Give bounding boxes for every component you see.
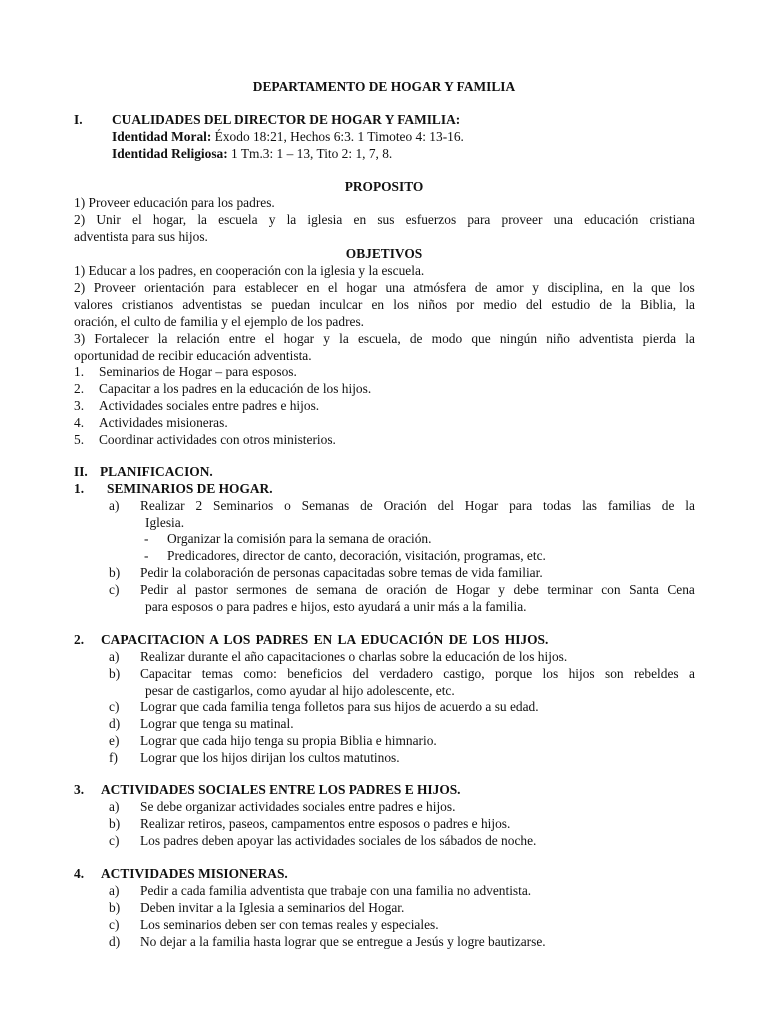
word: hogar (346, 280, 377, 295)
sociales-item: Los padres deben apoyar las actividades sociales de los sábados de noche. (140, 833, 537, 848)
proposito-line-2a (74, 211, 695, 228)
item-letter: c) (109, 833, 120, 848)
sociales-item: Se debe organizar actividades sociales entre padres e hijos. (140, 799, 456, 814)
word: 2) (74, 212, 86, 227)
item-letter: c) (109, 699, 120, 714)
item-letter: b) (109, 666, 121, 681)
word: para (509, 498, 533, 513)
word: disciplina, (547, 280, 603, 295)
word: sus (377, 212, 395, 227)
objetivos-line-2b (74, 296, 695, 313)
word: la (286, 212, 297, 227)
word: son (605, 666, 624, 681)
word: del (526, 297, 543, 312)
dash-bullet: - (144, 531, 149, 546)
word: la (157, 331, 168, 346)
word: semana (316, 582, 357, 597)
word: 3) (74, 331, 86, 346)
word: del (352, 666, 369, 681)
item-letter: d) (109, 934, 121, 949)
word: y (498, 582, 505, 597)
word: como: (243, 666, 277, 681)
item-letter: a) (109, 498, 120, 513)
word: para (467, 212, 491, 227)
objetivo-item-number: 5. (74, 432, 85, 447)
word: o (284, 498, 291, 513)
word: la (632, 280, 643, 295)
subsection-3-heading: ACTIVIDADES SOCIALES ENTRE LOS PADRES E HIJOS. (101, 782, 461, 797)
moral-identity-label: Identidad Moral: (112, 129, 212, 144)
word: Seminarios (213, 498, 274, 513)
word: Fortalecer (94, 331, 149, 346)
subsection-4-heading: ACTIVIDADES MISIONERAS. (101, 866, 288, 881)
item-letter: d) (109, 716, 121, 731)
word: de (435, 582, 448, 597)
section-1-heading: CUALIDADES DEL DIRECTOR DE HOGAR Y FAMILIA: (112, 112, 461, 127)
objetivo-item: Actividades sociales entre padres e hijos. (99, 398, 320, 413)
word: 2) (74, 280, 86, 295)
objetivo-item-number: 2. (74, 381, 85, 396)
proposito-heading: PROPOSITO (344, 179, 424, 194)
word: entre (228, 331, 256, 346)
seminarios-item-c-line-2: para esposos o para padres e hijos, esto ayudará a unir más a la familia. (145, 599, 527, 614)
section-1-number: I. (74, 112, 83, 127)
section-2-heading: PLANIFICACION. (100, 464, 213, 479)
word: las (582, 498, 597, 513)
word: los (679, 280, 695, 295)
word: escuela (218, 212, 258, 227)
word: adventistas (182, 297, 242, 312)
word: la (621, 297, 631, 312)
word: el (264, 331, 275, 346)
item-letter: a) (109, 883, 120, 898)
word: de (409, 331, 423, 346)
word: que (471, 331, 491, 346)
word: la (197, 212, 207, 227)
word: Santa (629, 582, 659, 597)
word: debe (513, 582, 539, 597)
proposito-line-2b: adventista para sus hijos. (74, 229, 208, 244)
word: y (323, 331, 330, 346)
word: pierda (642, 331, 677, 346)
word: verdadero (379, 666, 433, 681)
seminarios-item-b: Pedir la colaboración de personas capacitadas sobre temas de vida familiar. (140, 565, 543, 580)
item-letter: f) (109, 750, 118, 765)
word: educación (584, 212, 639, 227)
seminarios-item-a-line-2: Iglesia. (145, 515, 185, 530)
word: se (251, 297, 263, 312)
word: de (365, 582, 378, 597)
subsection-1-number: 1. (74, 481, 85, 496)
item-letter: b) (109, 900, 121, 915)
word: terminar (547, 582, 593, 597)
word: una (553, 212, 573, 227)
religious-identity-refs: 1 Tm.3: 1 – 13, Tito 2: 1, 7, 8. (227, 146, 393, 161)
objetivos-line-2c: oración, el culto de familia y el ejemplo de los padres. (74, 314, 365, 329)
word: los (542, 666, 559, 681)
objetivos-line-2a (74, 279, 695, 296)
subsection-4-number: 4. (74, 866, 85, 881)
proposito-line-1: 1) Proveer educación para los padres. (74, 195, 275, 210)
moral-identity-refs: Éxodo 18:21, Hechos 6:3. 1 Timoteo 4: 13-16. (211, 129, 464, 144)
capacitacion-item: Lograr que cada hijo tenga su propia Biblia e himnario. (140, 733, 437, 748)
word: castigo, (443, 666, 485, 681)
word: niño (546, 331, 570, 346)
word: cristiana (649, 212, 695, 227)
word: a (689, 666, 695, 681)
misioneras-item: Pedir a cada familia adventista que trabaje con una familia no adventista. (140, 883, 532, 898)
word: medio (483, 297, 517, 312)
word: de (474, 280, 488, 295)
word: esfuerzos (405, 212, 457, 227)
seminarios-dash-item-2: Predicadores, director de canto, decoración, visitación, programas, etc. (167, 548, 546, 563)
misioneras-item: Deben invitar a la Iglesia a seminarios del Hogar. (140, 900, 405, 915)
word: rebeldes (634, 666, 679, 681)
capacitacion-item (140, 665, 695, 682)
word: con (601, 582, 621, 597)
word: temas (201, 666, 233, 681)
capacitacion-item: Lograr que los hijos dirijan los cultos matutinos. (140, 750, 400, 765)
word: de (661, 498, 675, 513)
item-letter: b) (109, 565, 121, 580)
objetivo-item: Coordinar actividades con otros ministerios. (99, 432, 336, 447)
word: la (685, 297, 695, 312)
word: Realizar (140, 498, 185, 513)
item-letter: e) (109, 733, 120, 748)
word: Semanas (301, 498, 350, 513)
seminarios-item-c-line-1 (140, 581, 695, 598)
word: oración (386, 582, 427, 597)
word: porque (494, 666, 533, 681)
item-letter: b) (109, 816, 121, 831)
word: amor (496, 280, 524, 295)
objetivo-item-number: 1. (74, 364, 85, 379)
word: hijos (568, 666, 595, 681)
word: Unir (96, 212, 121, 227)
word: modo (431, 331, 463, 346)
item-letter: c) (109, 917, 120, 932)
word: de (360, 498, 373, 513)
word: sermones (236, 582, 287, 597)
item-letter: c) (109, 582, 120, 597)
word: 2 (195, 498, 203, 513)
word: los (393, 297, 409, 312)
word: adventista (579, 331, 634, 346)
word: y (532, 280, 539, 295)
seminarios-item-a-line-1 (140, 497, 695, 514)
objetivo-item-number: 4. (74, 415, 85, 430)
word: hogar (283, 331, 315, 346)
word: beneficios (287, 666, 343, 681)
word: estudio (551, 297, 591, 312)
objetivo-item-number: 3. (74, 398, 85, 413)
item-letter: a) (109, 799, 120, 814)
subsection-3-number: 3. (74, 782, 85, 797)
word: al (176, 582, 187, 597)
religious-identity-label: Identidad Religiosa: (112, 146, 228, 161)
word: familias (607, 498, 651, 513)
word: Oración (383, 498, 427, 513)
word: todas (542, 498, 572, 513)
word: cristianos (121, 297, 174, 312)
sociales-item: Realizar retiros, paseos, campamentos entre esposos o padres e hijos. (140, 816, 511, 831)
word: establecer (244, 280, 299, 295)
word: una (385, 280, 405, 295)
word: que (651, 280, 671, 295)
word: el (328, 280, 338, 295)
word: para (212, 280, 236, 295)
objetivos-line-1: 1) Educar a los padres, en cooperación con la iglesia y la escuela. (74, 263, 425, 278)
capacitacion-item: Lograr que tenga su matinal. (140, 716, 294, 731)
word: y (268, 212, 276, 227)
word: en (353, 212, 367, 227)
word: la (339, 331, 349, 346)
section-2-number: II. (74, 464, 88, 479)
word: relación (176, 331, 220, 346)
objetivos-heading: OBJETIVOS (345, 246, 423, 261)
dash-bullet: - (144, 548, 149, 563)
word: ningún (499, 331, 538, 346)
word: del (437, 498, 454, 513)
objetivo-item: Seminarios de Hogar – para esposos. (99, 364, 297, 379)
word: proveer (501, 212, 543, 227)
word: orientación (144, 280, 205, 295)
word: hogar, (152, 212, 187, 227)
word: inculcar (319, 297, 363, 312)
objetivo-item: Actividades misioneras. (99, 415, 228, 430)
word: de (295, 582, 309, 597)
word: el (132, 212, 142, 227)
subsection-1-heading: SEMINARIOS DE HOGAR. (107, 481, 273, 496)
subsection-2-number: 2. (74, 632, 85, 647)
word: de (599, 297, 613, 312)
word: Cena (667, 582, 695, 597)
word: la (685, 498, 695, 513)
item-letter: a) (109, 649, 120, 664)
word: por (456, 297, 475, 312)
misioneras-item: No dejar a la familia hasta lograr que se entregue a Jesús y logre bautizarse. (140, 934, 546, 949)
word: pastor (195, 582, 228, 597)
word: puedan (271, 297, 311, 312)
objetivos-line-3b: oportunidad de recibir educación adventista. (74, 348, 312, 363)
word: Hogar (456, 582, 490, 597)
word: escuela, (357, 331, 401, 346)
word: valores (74, 297, 113, 312)
objetivo-item: Capacitar a los padres en la educación de los hijos. (99, 381, 372, 396)
word: en (611, 280, 625, 295)
word: niños (418, 297, 448, 312)
seminarios-dash-item-1: Organizar la comisión para la semana de oración. (167, 531, 432, 546)
capacitacion-item-continuation: pesar de castigarlos, como ayudar al hijo adolescente, etc. (145, 683, 455, 698)
word: Hogar (464, 498, 499, 513)
misioneras-item: Los seminarios deben ser con temas reales y especiales. (140, 917, 439, 932)
capacitacion-item: Lograr que cada familia tenga folletos para sus hijos de acuerdo a su edad. (140, 699, 539, 714)
moral-identity-line (112, 128, 464, 145)
word: atmósfera (413, 280, 467, 295)
subsection-2-heading: CAPACITACION A LOS PADRES EN LA EDUCACIÓN DE LOS HIJOS. (101, 632, 549, 647)
word: en (371, 297, 385, 312)
word: Capacitar (140, 666, 192, 681)
word: Pedir (140, 582, 169, 597)
objetivos-line-3a (74, 330, 695, 347)
religious-identity-line (112, 145, 392, 162)
word: Proveer (93, 280, 136, 295)
word: iglesia (307, 212, 343, 227)
word: la (685, 331, 695, 346)
capacitacion-item: Realizar durante el año capacitaciones o charlas sobre la educación de los hijos. (140, 649, 568, 664)
word: en (306, 280, 320, 295)
document-title: DEPARTAMENTO DE HOGAR Y FAMILIA (252, 79, 516, 94)
word: Biblia, (640, 297, 677, 312)
